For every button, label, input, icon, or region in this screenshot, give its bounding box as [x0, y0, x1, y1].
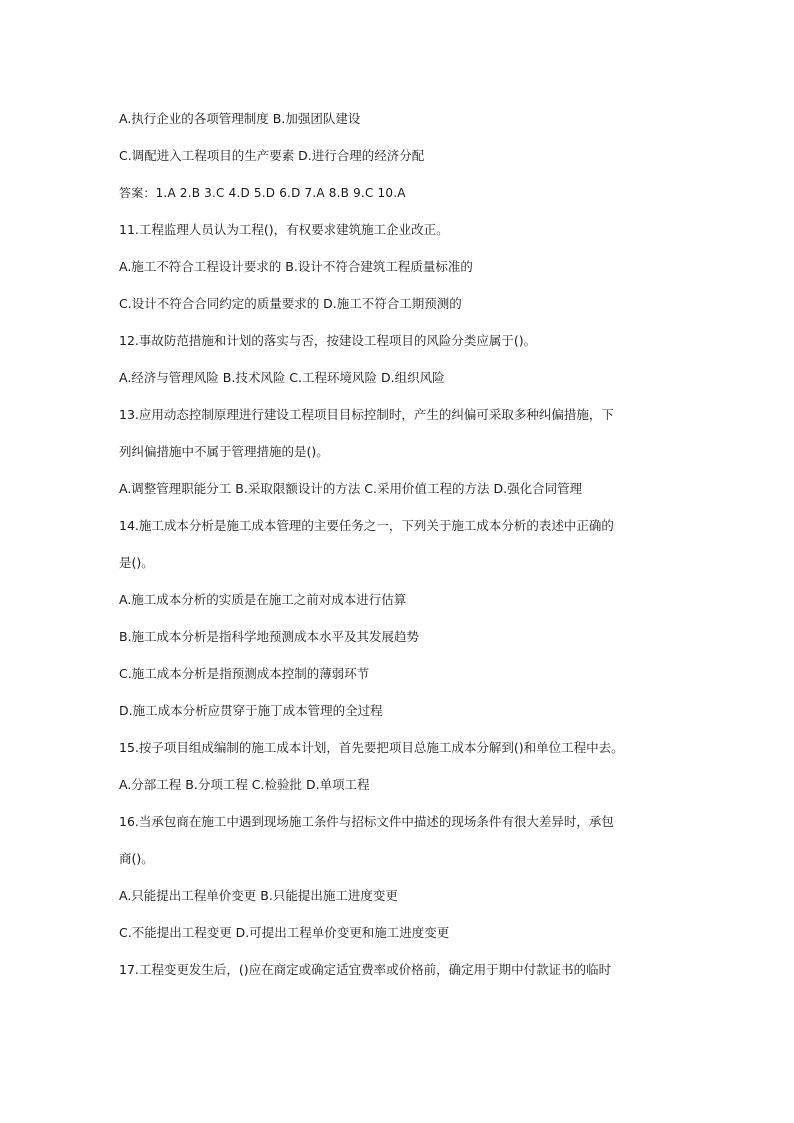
question-text-block	[119, 110, 679, 998]
option-line: A.只能提出工程单价变更 B.只能提出施工进度变更	[119, 888, 398, 903]
option-line: B.施工成本分析是指科学地预测成本水平及其发展趋势	[119, 629, 420, 644]
option-line: A.施工成本分析的实质是在施工之前对成本进行估算	[119, 592, 407, 607]
question-16: 16.当承包商在施工中遇到现场施工条件与招标文件中描述的现场条件有很大差异时，承包	[119, 814, 614, 829]
option-line: A.经济与管理风险 B.技术风险 C.工程环境风险 D.组织风险	[119, 370, 445, 385]
answer-key-line: 答案：1.A 2.B 3.C 4.D 5.D 6.D 7.A 8.B 9.C 10.A	[119, 186, 406, 200]
question-15: 15.按子项目组成编制的施工成本计划，首先要把项目总施工成本分解到()和单位工程中去。	[119, 740, 624, 755]
option-line: C.调配进入工程项目的生产要素 D.进行合理的经济分配	[119, 148, 425, 163]
question-12: 12.事故防范措施和计划的落实与否，按建设工程项目的风险分类应属于()。	[119, 333, 537, 348]
question-14-continued: 是()。	[119, 555, 154, 570]
option-line: A.调整管理职能分工 B.采取限额设计的方法 C.采用价值工程的方法 D.强化合同管理	[119, 481, 583, 496]
question-14: 14.施工成本分析是施工成本管理的主要任务之一，下列关于施工成本分析的表述中正确的	[119, 518, 614, 533]
option-line: A.执行企业的各项管理制度 B.加强团队建设	[119, 111, 361, 126]
question-16-continued: 商()。	[119, 851, 154, 866]
option-line: D.施工成本分析应贯穿于施丁成本管理的全过程	[119, 703, 383, 718]
question-17: 17.工程变更发生后，()应在商定或确定适宜费率或价格前，确定用于期中付款证书的临时	[119, 962, 612, 977]
option-line: C.不能提出工程变更 D.可提出工程单价变更和施工进度变更	[119, 925, 450, 940]
option-line: C.设计不符合合同约定的质量要求的 D.施工不符合工期预测的	[119, 296, 462, 311]
question-13-continued: 列纠偏措施中不属于管理措施的是()。	[119, 444, 329, 459]
option-line: A.分部工程 B.分项工程 C.检验批 D.单项工程	[119, 777, 370, 792]
option-line: A.施工不符合工程设计要求的 B.设计不符合建筑工程质量标准的	[119, 259, 473, 274]
question-13: 13.应用动态控制原理进行建设工程项目目标控制时，产生的纠偏可采取多种纠偏措施，下	[119, 407, 614, 422]
option-line: C.施工成本分析是指预测成本控制的薄弱环节	[119, 666, 370, 681]
question-11: 11.工程监理人员认为工程()，有权要求建筑施工企业改正。	[119, 222, 449, 237]
